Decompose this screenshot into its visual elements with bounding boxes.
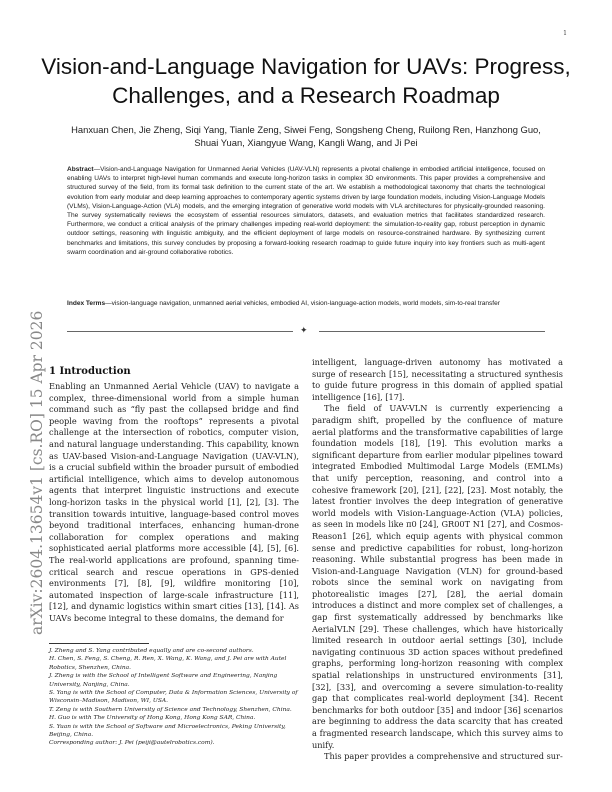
intro-paragraph-continued: intelligent, language-driven autonomy has motivated a surge of research [15], necessitating a structured synthesis to guide future progress in this domain of applied spatial intelligence [16], [17]. [312,357,563,402]
footnote: H. Chen, S. Feng, S. Cheng, R. Ren, X. Wang, K. Wang, and J. Pei are with Autel Robotics, Shenzhen, China. [49,656,287,671]
footnote-rule [49,643,149,644]
divider-line-left [67,331,293,332]
abstract-label: Abstract [67,166,94,173]
authors-line-1: Hanxuan Chen, Jie Zheng, Siqi Yang, Tianle Zeng, Siwei Feng, Songsheng Cheng, Ruilong Ren, Hanzhong Guo, [71,124,541,135]
title-line-2: Challenges, and a Research Roadmap [112,83,500,108]
footnote: T. Zeng is with Southern University of Science and Technology, Shenzhen, China. [49,706,292,713]
intro-paragraph-2: The field of UAV-VLN is currently experiencing a paradigm shift, propelled by the confluence of mature aerial platforms and the transformative capabilities of large foundation models [18], [19]. This evolution marks a significant departure from earlier modular pipelines toward integrated Embodied Multimodal Large Models (EMLMs) that unify perception, reasoning, and control into a cohesive framework [20], [21], [22], [23]. Most notably, the latest frontier involves the deep integration of generative world models with Vision-Language-Action (VLA) policies, as seen in models like π0 [24], GR00T N1 [27], and Cosmos-Reason1 [26], which equip agents with physical common sense and predictive capabilities for robust, long-horizon reasoning. While substantial progress has been made in Vision-and-Language Navigation (VLN) for ground-based robots since the seminal work on navigating from photorealistic images [27], [28], the aerial domain introduces a distinct and more complex set of challenges, a gap first systematically addressed by benchmarks like AerialVLN [29]. These challenges, which have historically limited research in outdoor aerial settings [30], include navigating continuous 3D action spaces without predefined graphs, performing long-horizon reasoning with complex spatial relationships in unstructured environments [31], [32], [33], and overcoming a severe simulation-to-reality gap that complicates real-world deployment [34]. Recent benchmarks for both outdoor [35] and indoor [36] scenarios are beginning to address the data scarcity that has created a fragmented research landscape, which this survey aims to unify. [312,403,563,750]
title-line-1: Vision-and-Language Navigation for UAVs: Progress, [41,54,571,79]
index-terms [67,299,545,308]
authors-line-2: Shuai Yuan, Xiangyue Wang, Kangli Wang, and Ji Pei [194,137,418,148]
abstract [67,165,545,257]
page-number: 1 [563,30,567,37]
footnote: Corresponding author: J. Pei (peiji@autelrobotics.com). [49,740,215,747]
index-terms-label: Index Terms [67,300,106,307]
footnote: H. Guo is with The University of Hong Kong, Hong Kong SAR, China. [49,715,256,722]
footnote: J. Zheng and S. Yang contributed equally and are co-second authors. [49,648,254,654]
divider-line-right [319,331,545,332]
section-divider [67,326,545,338]
footnote: J. Zheng is with the School of Intelligent Software and Engineering, Nanjing University, Nanjing, China. [49,673,278,688]
arxiv-stamp-text: arXiv:2604.13654v1 [cs.RO] 15 Apr 2026 [28,310,46,635]
intro-paragraph-3: This paper provides a comprehensive and structured sur- [324,751,563,762]
index-terms-text: —vision-language navigation, unmanned aerial vehicles, embodied AI, vision-language-action models, world models, sim-to-real transfer [105,300,500,307]
intro-paragraph-1: Enabling an Unmanned Aerial Vehicle (UAV) to navigate a complex, three-dimensional world from a simple human command such as “fly past the collapsed bridge and find people waving from the rooftops” represents a pivotal challenge at the intersection of robotics, computer vision, and natural language understanding. This capability, known as UAV-based Vision-and-Language Navigation (UAV-VLN), is a crucial subfield within the broader pursuit of embodied artificial intelligence, which aims to develop autonomous agents that interpret linguistic instructions and execute long-horizon tasks in the physical world [1], [2], [3]. The transition towards intuitive, language-based control moves beyond traditional interfaces, enhancing human-drone collaboration for complex operations and making sophisticated aerial platforms more accessible [4], [5], [6]. The real-world applications are profound, spanning time-critical search and rescue operations in GPS-denied environments [7], [8], [9], wildfire monitoring [10], automated inspection of large-scale infrastructure [11], [12], and dynamic logistics within smart cities [13], [14]. As UAVs become integral to these domains, the demand for [49,381,299,623]
author-list [60,123,552,149]
abstract-text: —Vision-and-Language Navigation for Unmanned Aerial Vehicles (UAV-VLN) represents a pivotal challenge in embodied artificial intelligence, focused on enabling UAVs to interpret high-level human commands and execute long-horizon tasks in complex 3D environments. This paper provides a comprehensive and structured survey of the field, from its formal task definition to the current state of the art. We establish a methodological taxonomy that charts the technological evolution from early modular and deep learning approaches to contemporary agentic systems driven by large foundation models, including Vision-Language Models (VLMs), Vision-Language-Action (VLA) models, and the emerging integration of generative world models with VLA architectures for physically-grounded reasoning. The survey systematically reviews the ecosystem of essential resources simulators, datasets, and evaluation metrics that facilitates standardized research. Furthermore, we conduct a critical analysis of the primary challenges impeding real-world deployment: the simulation-to-reality gap, robust perception in dynamic outdoor settings, reasoning with linguistic ambiguity, and the efficient deployment of large models on resource-constrained hardware. By synthesizing current benchmarks and limitations, this survey concludes by proposing a forward-looking research roadmap to guide future inquiry into key frontiers such as multi-agent swarm coordination and air-ground collaborative robotics. [67,166,545,256]
footnotes [49,647,299,748]
paper-title [40,52,572,110]
left-column [49,381,299,624]
section-heading: 1 Introduction [49,366,131,377]
right-column [312,357,563,763]
divider-diamond-icon: ✦ [300,326,308,336]
footnote: S. Yuan is with the School of Software and Microelectronics, Peking University, Beijing, China. [49,723,286,739]
footnote: S. Yang is with the School of Computer, Data & Information Sciences, University of Wisconsin–Madison, Madison, WI, USA. [49,690,298,705]
